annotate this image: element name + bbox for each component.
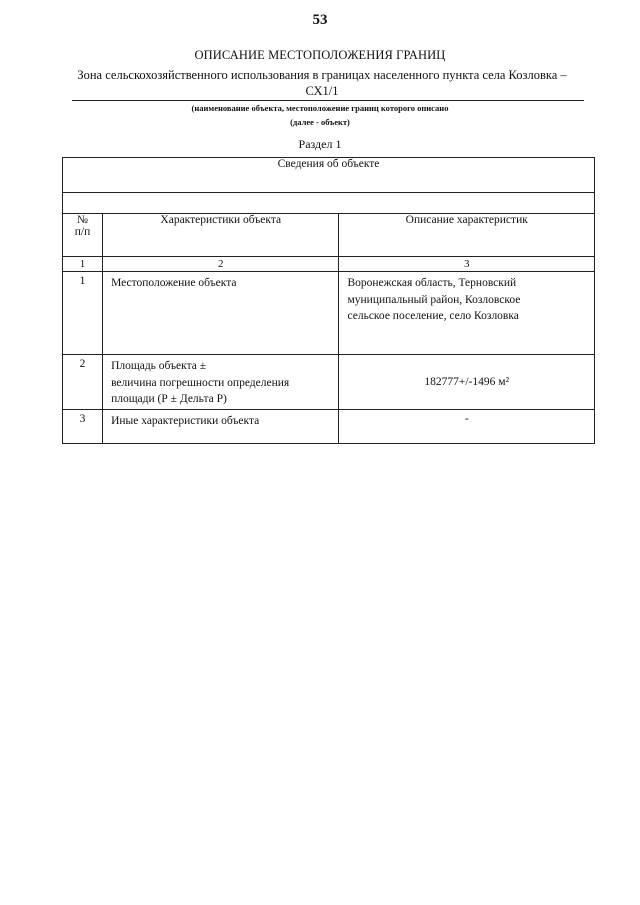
- row-number: 3: [63, 410, 103, 444]
- object-info-table: [62, 157, 595, 444]
- object-note-line2: (далее - объект): [290, 117, 350, 127]
- object-note-line1: (наименование объекта, местоположение границ которого описано: [191, 103, 449, 113]
- row-characteristic: [103, 272, 339, 355]
- row-description: [339, 410, 595, 444]
- column-header-characteristics: Характеристики объекта: [103, 214, 339, 257]
- row-characteristic: [103, 410, 339, 444]
- characteristic-line: величина погрешности определения: [111, 376, 290, 389]
- description-line: 182777+/-1496 м²: [424, 376, 510, 388]
- description-line: сельское поселение, село Козловка: [347, 310, 519, 322]
- section-label: Раздел 1: [298, 137, 342, 151]
- table-empty-row: [63, 193, 595, 214]
- row-number: 2: [63, 355, 103, 410]
- description-line: Воронежская область, Терновский: [347, 277, 517, 289]
- table-row: [63, 272, 595, 355]
- characteristic-line: Иные характеристики объекта: [111, 415, 260, 427]
- page-number: 53: [312, 12, 328, 28]
- column-header-number: [63, 214, 103, 257]
- table-row: [63, 355, 595, 410]
- row-characteristic: [103, 355, 339, 410]
- table-row: [63, 410, 595, 444]
- column-header-number-line2: п/п: [74, 226, 91, 238]
- description-line: -: [464, 413, 469, 425]
- characteristic-line: Местоположение объекта: [111, 277, 237, 289]
- characteristic-line: площади (Р ± Дельта Р): [111, 393, 227, 405]
- column-header-description: Описание характеристик: [339, 214, 595, 257]
- table-heading: Сведения об объекте: [63, 158, 595, 193]
- document-title: ОПИСАНИЕ МЕСТОПОЛОЖЕНИЯ ГРАНИЦ: [194, 48, 446, 62]
- empty-cell: [63, 193, 595, 214]
- document-subtitle: Зона сельскохозяйственного использования в границах населенного пункта села Козловка – СХ1/1: [77, 68, 567, 98]
- column-header-row: [63, 214, 595, 257]
- column-index-1: 1: [63, 257, 103, 272]
- row-description: [339, 355, 595, 410]
- description-line: муниципальный район, Козловское: [347, 293, 521, 306]
- column-index-row: [63, 257, 595, 272]
- table-heading-row: [63, 158, 595, 193]
- column-header-number-line1: №: [77, 214, 89, 226]
- characteristic-line: Площадь объекта ±: [111, 360, 207, 372]
- column-index-3: 3: [339, 257, 595, 272]
- row-number: 1: [63, 272, 103, 355]
- row-description: [339, 272, 595, 355]
- column-index-2: 2: [103, 257, 339, 272]
- title-underline: [72, 100, 584, 101]
